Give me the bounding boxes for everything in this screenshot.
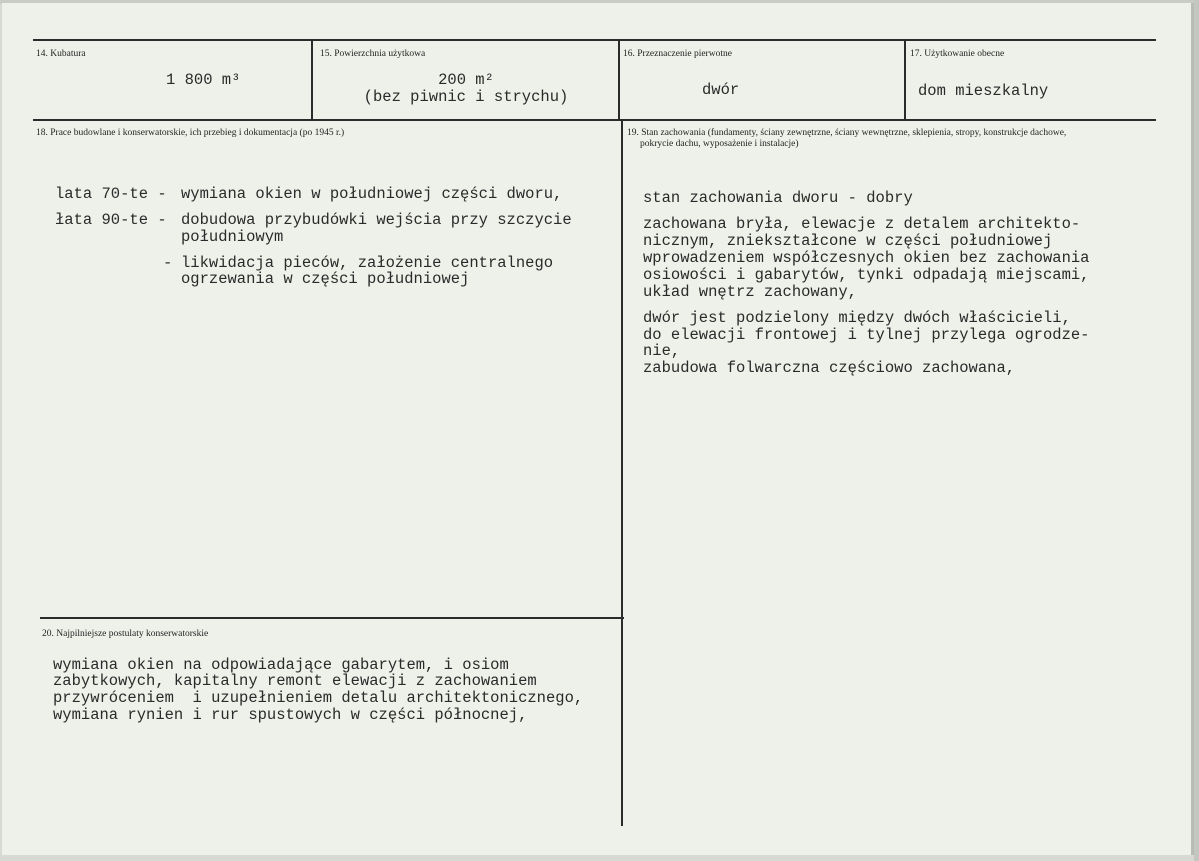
field-19-para3-line1: dwór jest podzielony między dwóch właścicieli,: [643, 309, 1071, 327]
field-18-entry-2-line2: południowym: [181, 228, 284, 246]
rule-col-b: [618, 39, 620, 121]
field-18-entry-3-line1: likwidacja pieców, założenie centralnego: [181, 254, 554, 272]
field-19-para2-line3: wprowadzeniem współczesnych okien bez zachowania: [643, 249, 1090, 267]
rule-top: [33, 39, 1156, 41]
field-18-entry-2-period: łata 90-te -: [55, 211, 167, 229]
card-right-edge: [1194, 0, 1199, 861]
field-19-para2-line4: osiowości i gabarytów, tynki odpadają miejscami,: [643, 266, 1090, 284]
field-19-para2-line5: układ wnętrz zachowany,: [643, 283, 857, 301]
field-20-line2: zabytkowych, kapitalny remont elewacji z zachowaniem: [53, 672, 537, 690]
field-17-label: 17. Użytkowanie obecne: [910, 49, 1005, 59]
field-15-value-line1: 200 m²: [438, 71, 494, 89]
field-15-value-line2: (bez piwnic i strychu): [363, 88, 569, 106]
field-19-para3-line3: nie,: [643, 342, 681, 360]
field-14-label: 14. Kubatura: [36, 49, 86, 59]
field-15-label: 15. Powierzchnia użytkowa: [320, 49, 426, 59]
field-20-line1: wymiana okien na odpowiadające gabarytem, i osiom: [53, 656, 509, 674]
field-18-entry-1-line: wymiana okien w południowej części dworu,: [181, 185, 563, 203]
field-14-value: 1 800 m³: [166, 71, 241, 89]
field-20-line3: przywróceniem i uzupełnieniem detalu architektonicznego,: [53, 689, 584, 707]
field-20-line4: wymiana rynien i rur spustowych w części północnej,: [53, 706, 528, 724]
rule-col-a: [311, 39, 313, 121]
field-19-label-line1: 19. Stan zachowania (fundamenty, ściany zewnętrzne, ściany wewnętrzne, sklepienia, stropy, konstrukcje dachowe,: [627, 128, 1067, 138]
field-16-value: dwór: [702, 81, 740, 99]
field-18-entry-3-period: -: [163, 254, 173, 272]
field-17-value: dom mieszkalny: [918, 82, 1049, 100]
field-18-entry-2-line1: dobudowa przybudówki wejścia przy szczycie: [181, 211, 572, 229]
field-18-entry-1-period: lata 70-te -: [55, 185, 167, 203]
rule-row1-bottom: [33, 119, 1156, 121]
field-16-label: 16. Przeznaczenie pierwotne: [623, 49, 732, 59]
field-19-para1-line1: stan zachowania dworu - dobry: [643, 189, 913, 207]
rule-section20-top: [40, 617, 624, 619]
field-19-label-line2: pokrycie dachu, wyposażenie i instalacje): [640, 139, 799, 149]
field-19-para3-line2: do elewacji frontowej i tylnej przylega ogrodze-: [643, 326, 1090, 344]
field-19-para3-line4: zabudowa folwarczna częściowo zachowana,: [643, 359, 1016, 377]
field-19-para2-line2: nicznym, zniekształcone w części południowej: [643, 232, 1053, 250]
rule-col-c: [904, 39, 906, 121]
field-20-label: 20. Najpilniejsze postulaty konserwatorskie: [42, 629, 209, 639]
field-18-entry-3-line2: ogrzewania w części południowej: [181, 270, 470, 288]
field-19-para2-line1: zachowana bryła, elewacje z detalem architekto-: [643, 215, 1081, 233]
field-18-label: 18. Prace budowlane i konserwatorskie, ich przebieg i dokumentacja (po 1945 r.): [36, 128, 345, 138]
rule-main-divider: [621, 119, 623, 826]
